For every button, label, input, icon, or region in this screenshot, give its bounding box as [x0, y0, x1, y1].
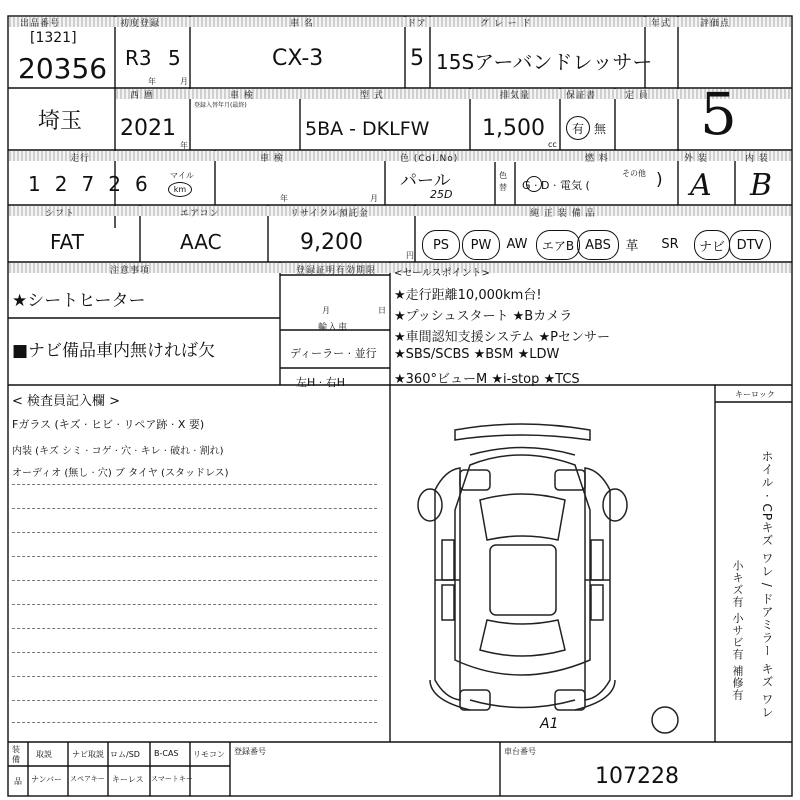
exterior-grade: A	[690, 168, 712, 203]
reg-exp-month: 月	[322, 306, 330, 315]
label-interior: 内 装	[745, 154, 769, 164]
mileage-digit-5: 6	[134, 172, 162, 196]
label-exterior: 外 装	[684, 154, 708, 164]
label-model: 型 式	[360, 91, 384, 101]
label-chassis-no: 車台番号	[504, 747, 536, 756]
inspection-year-unit: 年	[280, 194, 288, 203]
side-legend: ホイル · CPキズ ワレ / ドアミラー キズ ワレ	[760, 450, 774, 720]
fuel-close: )	[656, 170, 663, 190]
region-value: 埼玉	[38, 109, 83, 134]
inspection-note: 登録入替年月(最終)	[194, 102, 247, 109]
chassis-number: 107228	[595, 764, 679, 789]
bottom-label-manual: 取説	[36, 750, 52, 759]
label-evaluation: 評価点	[700, 19, 731, 29]
label-import: 輸入車	[318, 323, 349, 333]
label-capacity: 定 員	[625, 91, 649, 101]
color-change-label: 色 替	[499, 171, 507, 192]
mileage-unit-mile: マイル	[170, 171, 194, 180]
sales-point-2: ★プッシュスタート ★Bカメラ	[394, 309, 573, 324]
label-fuel: 燃 料	[585, 154, 609, 164]
grade-value: 15Sアーバンドレッサー	[436, 50, 653, 74]
sales-point-3: ★車間認知支援システム ★Pセンサー	[394, 330, 610, 345]
displacement-unit: cc	[548, 140, 557, 149]
label-grade: グ レ ー ド	[480, 19, 532, 29]
inspection-month-unit: 月	[370, 194, 378, 203]
interior-grade: B	[750, 168, 773, 203]
car-name: CX-3	[272, 46, 324, 71]
aircon-value: AAC	[180, 230, 222, 254]
mileage-digit-4: 2	[108, 172, 135, 196]
label-reg-exp: 登録証明有効期限	[296, 266, 377, 276]
mileage-digit-1: 1	[28, 172, 55, 196]
label-displacement: 排気量	[500, 91, 531, 101]
first-reg-era: R3	[125, 46, 152, 70]
label-recycle: リサイクル預託金	[290, 209, 369, 219]
equip-navi: ナビ	[694, 230, 730, 260]
import-hand: 左H · 右H	[296, 376, 346, 389]
inspector-line-1: Fガラス (キズ · ヒビ · リペア跡 · X 要)	[12, 418, 205, 431]
bottom-label-rom: ロム/SD	[110, 750, 140, 759]
label-vehicle: 車 検	[260, 154, 284, 164]
bottom-label-navi-manual: ナビ取説	[72, 750, 104, 759]
inspector-line-3: オーディオ (無し · 穴) ブ タイヤ (スタッドレス)	[12, 468, 229, 479]
import-dealer: ディーラー · 並行	[290, 347, 377, 360]
recycle-unit: 円	[406, 251, 414, 260]
label-color: 色 (Col.No)	[400, 154, 459, 164]
sales-point-1: ★走行距離10,000km台!	[394, 288, 542, 303]
label-first-reg: 初度登録	[120, 19, 161, 29]
label-keylock: キーロック	[735, 390, 775, 399]
label-sales-points: <セールスポイント>	[394, 268, 490, 279]
equip-dtv: DTV	[729, 230, 771, 260]
model-year-value: 2021	[120, 116, 176, 141]
label-shift: シフト	[45, 209, 76, 219]
bottom-label-spare-key: スペアキー	[70, 775, 105, 783]
equip-airbag: エアB	[536, 230, 580, 260]
label-inspection: 車 検	[230, 91, 254, 101]
label-inspector: < 検査員記入欄 >	[12, 394, 121, 409]
warranty-no: 無	[594, 122, 607, 136]
sales-point-4: ★SBS/SCBS ★BSM ★LDW	[394, 347, 560, 362]
first-reg-month-unit: 月	[180, 77, 188, 86]
model-year-unit: 年	[180, 141, 188, 150]
bottom-label-keyless: キーレス	[112, 775, 144, 784]
bottom-tag-2: 品	[14, 777, 22, 786]
equip-pw: PW	[462, 230, 500, 260]
bottom-label-bcas: B-CAS	[154, 749, 179, 758]
equip-abs: ABS	[577, 230, 619, 260]
note-seat-heater: ★シートヒーター	[12, 291, 146, 311]
label-lot: 出品番号	[20, 19, 61, 29]
label-mileage: 走行	[70, 154, 91, 164]
side-legend-2: 小キズ有 小サビ有 補修有	[731, 560, 744, 701]
mileage-digit-3: 7	[81, 172, 109, 196]
note-navi: ■ナビ備品車内無ければ欠	[12, 341, 216, 361]
fuel-other: その他	[622, 169, 646, 178]
warranty-yes: 有	[566, 116, 590, 140]
label-model-year: 西 暦	[130, 91, 154, 101]
equip-aw: AW	[506, 236, 528, 252]
reg-exp-day: 日	[378, 306, 386, 315]
fuel-options: G · D · 電気 (	[522, 179, 590, 192]
color-name: パール	[400, 171, 451, 191]
equip-ps: PS	[422, 230, 460, 260]
first-reg-year-unit: 年	[148, 77, 156, 86]
equip-leather: 革	[625, 238, 639, 254]
equip-sr: SR	[661, 236, 679, 252]
label-reg-no: 登録番号	[234, 747, 266, 756]
bottom-label-smart-key: スマートキー	[151, 775, 193, 783]
displacement-value: 1,500	[482, 116, 545, 141]
inspector-line-2: 内装 (キズ シミ · コゲ · 穴 · キレ · 破れ · 割れ)	[12, 446, 224, 457]
sales-point-5: ★360°ビューM ★i-stop ★TCS	[394, 372, 580, 387]
label-aircon: エアコン	[180, 209, 220, 219]
first-reg-month: 5	[168, 46, 181, 70]
mileage-digit-2: 2	[54, 172, 82, 196]
lot-code: [1321]	[30, 30, 77, 46]
lot-number: 20356	[18, 52, 108, 85]
color-code: 25D	[430, 188, 453, 201]
doors-value: 5	[410, 46, 424, 71]
label-notes: 注意事項	[110, 266, 151, 276]
bottom-label-remote: リモコン	[193, 750, 225, 759]
mileage-unit-km: km	[168, 182, 192, 197]
label-doors: ドア	[407, 19, 427, 29]
diagram-mark-a1: A1	[540, 716, 559, 732]
label-equipment: 純 正 装 備 品	[530, 209, 596, 219]
label-car-name: 車 名	[290, 19, 314, 29]
label-year: 年式	[651, 19, 672, 29]
model-value: 5BA - DKLFW	[305, 118, 430, 140]
recycle-value: 9,200	[300, 230, 363, 255]
bottom-tag-1: 装 備	[12, 745, 20, 764]
evaluation-score: 5	[700, 80, 737, 148]
shift-value: FAT	[50, 230, 85, 254]
bottom-label-number: ナンバー	[31, 775, 63, 784]
label-warranty: 保証書	[566, 91, 597, 101]
